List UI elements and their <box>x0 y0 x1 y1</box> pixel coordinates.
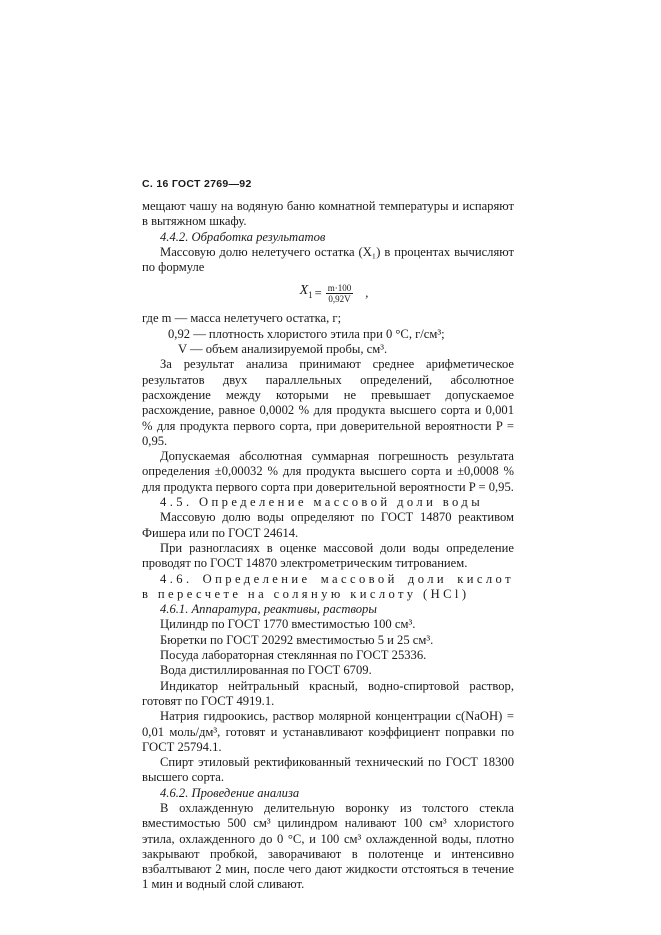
section-4-5-title: 4.5. Определение массовой доли воды <box>160 495 484 510</box>
where-list <box>142 311 514 357</box>
where-density: 0,92 — плотность хлористого этила при 0 °С, г/см³; <box>168 326 445 341</box>
section-4-6-2-paragraph: В охлажденную делительную воронку из толстого стекла вместимостью 500 см³ цилиндром наливают 100 см³ хлористого этила, охлажденного до 0 °С, и 100 см³ охлажденной воды, плотно закрывают пробкой, заворачивают в полотенце и интенсивно взбалтывают 2 мин, после чего дают жидкости отстояться в течение 1 мин и водный слой сливают. <box>142 800 514 892</box>
text-column <box>142 199 514 893</box>
section-4-6-title: 4.6. Определение массовой доли кислот в пересчете на соляную кислоту (HCl) <box>142 571 514 601</box>
formula-tail: , <box>365 285 369 300</box>
where-volume: V — объем анализируемой пробы, см³. <box>178 342 388 357</box>
section-4-6-2-title: 4.6.2. Проведение анализа <box>160 785 300 800</box>
formula-lhs: $X_1$ <box>299 283 313 301</box>
page-header: С. 16 ГОСТ 2769—92 <box>142 178 252 190</box>
list-item: Вода дистиллированная по ГОСТ 6709. <box>160 663 372 678</box>
list-item: Посуда лабораторная стеклянная по ГОСТ 25336. <box>160 648 427 663</box>
formula-fraction <box>326 283 354 304</box>
formula <box>154 278 514 308</box>
continued-paragraph: мещают чашу на водяную баню комнатной температуры и испаряют в вытяжном шкафу. <box>142 199 514 229</box>
section-4-5-para-2: При разногласиях в оценке массовой доли воды определение проводят по ГОСТ 14870 электрометрическим титрованием. <box>142 540 514 571</box>
list-item: Цилиндр по ГОСТ 1770 вместимостью 100 см³. <box>160 617 416 632</box>
formula-intro: Массовую долю нелетучего остатка (X₁) в процентах вычисляют по формуле <box>142 244 514 275</box>
formula-equals: = <box>314 285 322 300</box>
section-4-4-2-title: 4.4.2. Обработка результатов <box>160 229 326 244</box>
indicator-paragraph: Индикатор нейтральный красный, водно-спиртовой раствор, готовят по ГОСТ 4919.1. <box>142 678 514 708</box>
spirit-paragraph: Спирт этиловый ректификованный технический по ГОСТ 18300 высшего сорта. <box>142 755 514 785</box>
section-4-6-1-title: 4.6.1. Аппаратура, реактивы, растворы <box>160 602 377 617</box>
error-paragraph: Допускаемая абсолютная суммарная погрешность результата определения ±0,00032 % для продукта высшего сорта и ±0,0008 % для продукта первого сорта при доверительной вероятности P = 0,95. <box>142 449 514 494</box>
result-paragraph: За результат анализа принимают среднее арифметическое результатов двух параллельных определений, абсолютное расхождение между которыми не превышает допускаемое расхождение, равное 0,0002 % для продукта высшего сорта и 0,001 % для продукта первого сорта, при доверительной вероятности P = 0,95. <box>142 357 514 448</box>
list-item: Бюретки по ГОСТ 20292 вместимостью 5 и 25 см³. <box>160 632 434 647</box>
formula-denominator: 0,92V <box>328 293 351 304</box>
where-m: где m — масса нелетучего остатка, г; <box>142 311 342 326</box>
formula-numerator: m·100 <box>327 282 352 293</box>
naoh-paragraph: Натрия гидроокись, раствор молярной концентрации c(NaOH) = 0,01 моль/дм³, готовят и устанавливают коэффициент поправки по ГОСТ 25794.1. <box>142 709 514 754</box>
section-4-5-para-1: Массовую долю воды определяют по ГОСТ 14870 реактивом Фишера или по ГОСТ 24614. <box>142 510 514 540</box>
